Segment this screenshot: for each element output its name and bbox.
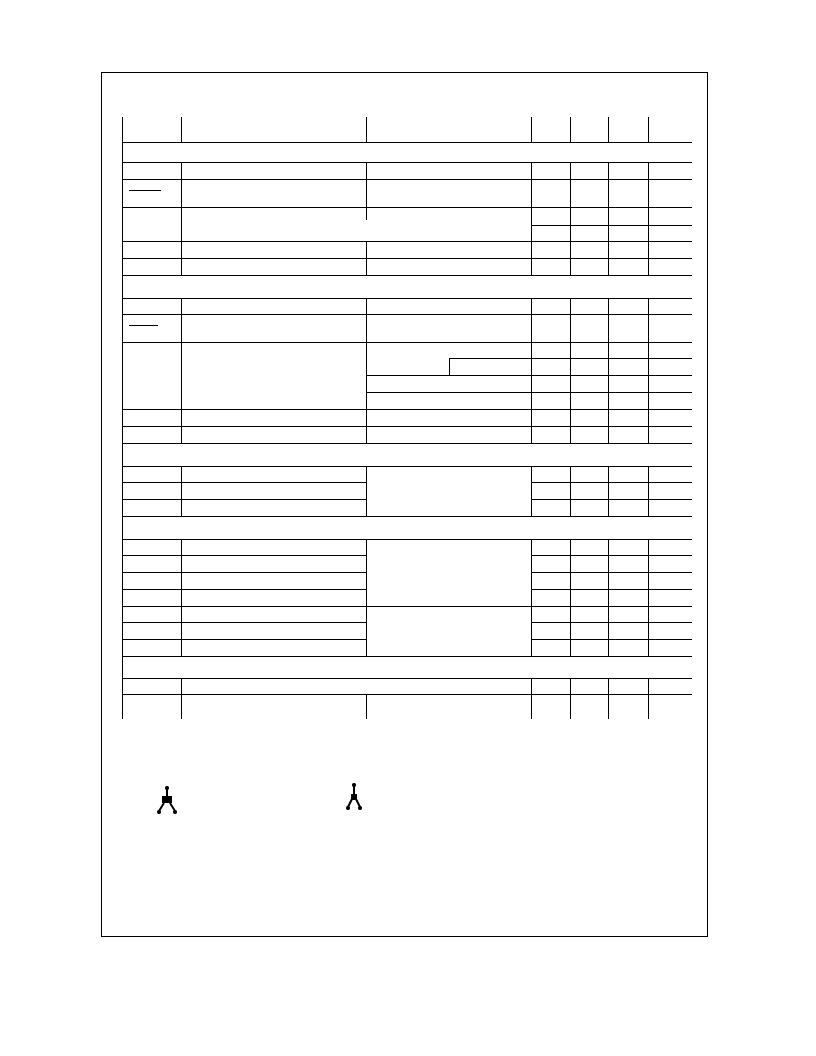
table-column-rule [181, 539, 182, 656]
table-rule [122, 142, 692, 143]
table-rule [122, 694, 692, 695]
table-rule [122, 466, 692, 467]
table-rule [122, 622, 366, 623]
table-column-rule [366, 241, 367, 275]
table-rule [122, 162, 692, 163]
table-rule [122, 179, 692, 180]
table-rule [122, 314, 692, 315]
table-rule [122, 409, 692, 410]
table-rule [531, 572, 692, 573]
table-rule [122, 572, 366, 573]
table-column-rule [449, 358, 450, 375]
table-column-rule [570, 298, 571, 443]
table-rule [122, 443, 692, 444]
table-column-rule [181, 466, 182, 516]
table-column-rule [648, 539, 649, 656]
table-column-rule [181, 117, 182, 142]
table-column-rule [122, 142, 123, 694]
table-rule [366, 375, 692, 376]
table-column-rule [608, 117, 609, 142]
table-column-rule [648, 162, 649, 275]
table-rule [122, 539, 692, 540]
table-column-rule [531, 466, 532, 516]
table-rule [122, 516, 692, 517]
table-rule [531, 555, 692, 556]
table-rule [122, 589, 366, 590]
table-rule [122, 499, 366, 500]
table-column-rule [181, 678, 182, 719]
table-rule [122, 241, 692, 242]
overline-mark [129, 190, 161, 191]
table-column-rule [122, 694, 123, 719]
table-column-rule [366, 162, 367, 220]
table-rule [366, 392, 692, 393]
table-column-rule [366, 117, 367, 142]
table-column-rule [608, 678, 609, 719]
table-rule [122, 555, 366, 556]
table-column-rule [648, 678, 649, 719]
table-column-rule [608, 539, 609, 656]
table-rule [122, 258, 692, 259]
table-column-rule [366, 539, 367, 656]
table-column-rule [648, 298, 649, 443]
table-column-rule [570, 466, 571, 516]
table-column-rule [531, 678, 532, 719]
table-rule [122, 342, 692, 343]
table-column-rule [181, 298, 182, 443]
table-column-rule [531, 298, 532, 443]
table-rule [122, 426, 692, 427]
table-rule [122, 656, 692, 657]
table-column-rule [648, 117, 649, 142]
table-column-rule [366, 694, 367, 719]
table-rule [122, 678, 692, 679]
table-column-rule [570, 117, 571, 142]
table-column-rule [570, 162, 571, 275]
table-rule [531, 225, 692, 226]
table-column-rule [531, 162, 532, 275]
table-rule [122, 639, 366, 640]
table-column-rule [570, 539, 571, 656]
table-column-rule [531, 539, 532, 656]
transistor-icon [343, 782, 365, 812]
transistor-icon [155, 785, 179, 817]
table-rule [122, 482, 366, 483]
table-column-rule [181, 162, 182, 275]
table-column-rule [570, 678, 571, 719]
table-rule [531, 589, 692, 590]
table-rule [122, 298, 692, 299]
table-column-rule [608, 466, 609, 516]
table-rule [531, 482, 692, 483]
table-column-rule [531, 117, 532, 142]
table-column-rule [608, 298, 609, 443]
table-column-rule [608, 162, 609, 275]
overline-mark [129, 325, 158, 326]
table-column-rule [366, 298, 367, 443]
table-rule [531, 499, 692, 500]
table-rule [531, 622, 692, 623]
table-column-rule [648, 466, 649, 516]
table-rule [122, 275, 692, 276]
table-rule [531, 639, 692, 640]
table-column-rule [122, 117, 123, 142]
table-rule [122, 606, 692, 607]
table-column-rule [366, 466, 367, 516]
table-rule [122, 207, 692, 208]
page-frame [101, 72, 708, 937]
